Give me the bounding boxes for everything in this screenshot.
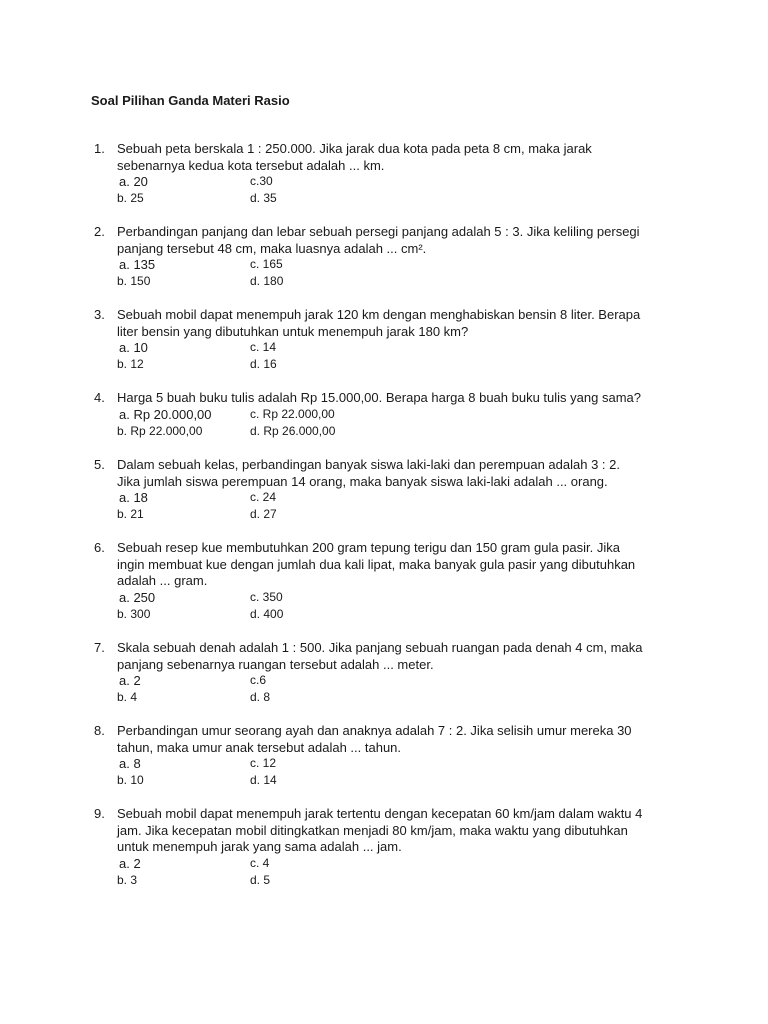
answer-option-a: a. 10	[119, 340, 148, 356]
answer-option-d: d. 180	[250, 274, 284, 289]
question-text	[117, 141, 679, 174]
question-text-line: Sebuah resep kue membutuhkan 200 gram tepung terigu dan 150 gram gula pasir. Jika	[117, 540, 620, 555]
answer-option-c: c. Rp 22.000,00	[250, 406, 335, 421]
question-text-line: Dalam sebuah kelas, perbandingan banyak siswa laki-laki dan perempuan adalah 3 : 2.	[117, 457, 620, 472]
question-text	[117, 723, 679, 756]
answer-option-a: a. 2	[119, 673, 141, 689]
answer-option-a: a. 20	[119, 174, 148, 190]
question-text	[117, 307, 679, 340]
answer-option-b: b. Rp 22.000,00	[117, 423, 203, 438]
question-number: 3.	[94, 307, 105, 322]
answer-option-b: b. 300	[117, 606, 151, 621]
question-number: 5.	[94, 457, 105, 472]
question-text-line: liter bensin yang dibutuhkan untuk menempuh jarak 180 km?	[117, 323, 469, 339]
question-number: 9.	[94, 806, 105, 821]
question-number: 6.	[94, 540, 105, 555]
question-text-line: Harga 5 buah buku tulis adalah Rp 15.000,00. Berapa harga 8 buah buku tulis yang sama?	[117, 390, 641, 405]
answer-option-d: d. Rp 26.000,00	[250, 423, 336, 438]
answer-option-a: a. Rp 20.000,00	[119, 406, 212, 422]
question-text-line: panjang sebenarnya ruangan tersebut adalah ... meter.	[117, 656, 434, 672]
question-number: 7.	[94, 640, 105, 655]
answer-option-b: b. 4	[117, 690, 138, 705]
answer-option-d: d. 16	[250, 357, 277, 372]
answer-option-d: d. 27	[250, 507, 277, 522]
answer-option-c: c. 24	[250, 490, 277, 505]
question-text	[117, 640, 679, 673]
answer-option-a: a. 18	[119, 490, 148, 506]
answer-option-a: a. 8	[119, 756, 141, 772]
question-text-line: Jika jumlah siswa perempuan 14 orang, maka banyak siswa laki-laki adalah ... orang.	[117, 473, 608, 489]
question-text-line: Sebuah peta berskala 1 : 250.000. Jika jarak dua kota pada peta 8 cm, maka jarak	[117, 141, 592, 156]
answer-option-c: c.6	[250, 673, 267, 688]
answer-option-a: a. 135	[119, 257, 156, 273]
question-text-line: Perbandingan umur seorang ayah dan anaknya adalah 7 : 2. Jika selisih umur mereka 30	[117, 723, 632, 738]
question-text	[117, 390, 679, 407]
answer-option-d: d. 5	[250, 872, 271, 887]
answer-option-b: b. 3	[117, 872, 138, 887]
question-text-line: panjang tersebut 48 cm, maka luasnya adalah ... cm².	[117, 240, 427, 256]
question-text	[117, 806, 679, 856]
document-title: Soal Pilihan Ganda Materi Rasio	[91, 93, 290, 108]
question-number: 4.	[94, 390, 105, 405]
question-text-line: ingin membuat kue dengan jumlah dua kali lipat, maka banyak gula pasir yang dibutuhkan	[117, 556, 636, 572]
question-text-line: jam. Jika kecepatan mobil ditingkatkan menjadi 80 km/jam, maka waktu yang dibutuhkan	[117, 822, 628, 838]
answer-option-d: d. 8	[250, 690, 271, 705]
question-text-line: Skala sebuah denah adalah 1 : 500. Jika panjang sebuah ruangan pada denah 4 cm, maka	[117, 640, 643, 655]
question-number: 8.	[94, 723, 105, 738]
question-number: 2.	[94, 224, 105, 239]
answer-option-c: c. 165	[250, 257, 283, 272]
question-text-line: Perbandingan panjang dan lebar sebuah persegi panjang adalah 5 : 3. Jika keliling persegi	[117, 224, 640, 239]
answer-option-b: b. 12	[117, 357, 144, 372]
question-text-line: Sebuah mobil dapat menempuh jarak 120 km dengan menghabiskan bensin 8 liter. Berapa	[117, 307, 641, 322]
answer-option-b: b. 25	[117, 191, 144, 206]
question-text	[117, 457, 679, 490]
question-text-line: sebenarnya kedua kota tersebut adalah ... km.	[117, 157, 385, 173]
answer-option-a: a. 250	[119, 589, 156, 605]
answer-option-a: a. 2	[119, 855, 141, 871]
answer-option-c: c. 12	[250, 756, 277, 771]
question-text-line: Sebuah mobil dapat menempuh jarak tertentu dengan kecepatan 60 km/jam dalam waktu 4	[117, 806, 643, 821]
answer-option-d: d. 35	[250, 191, 277, 206]
question-text-line: untuk menempuh jarak yang sama adalah ... jam.	[117, 839, 402, 855]
question-number: 1.	[94, 141, 105, 156]
answer-option-d: d. 400	[250, 606, 284, 621]
question-text	[117, 224, 679, 257]
answer-option-d: d. 14	[250, 773, 277, 788]
answer-option-c: c. 14	[250, 340, 277, 355]
answer-option-b: b. 150	[117, 274, 151, 289]
question-text-line: adalah ... gram.	[117, 573, 208, 589]
answer-option-c: c. 4	[250, 855, 270, 870]
answer-option-b: b. 10	[117, 773, 144, 788]
question-text-line: tahun, maka umur anak tersebut adalah ... tahun.	[117, 739, 402, 755]
answer-option-b: b. 21	[117, 507, 144, 522]
answer-option-c: c. 350	[250, 589, 283, 604]
question-text	[117, 540, 679, 590]
answer-option-c: c.30	[250, 174, 273, 189]
